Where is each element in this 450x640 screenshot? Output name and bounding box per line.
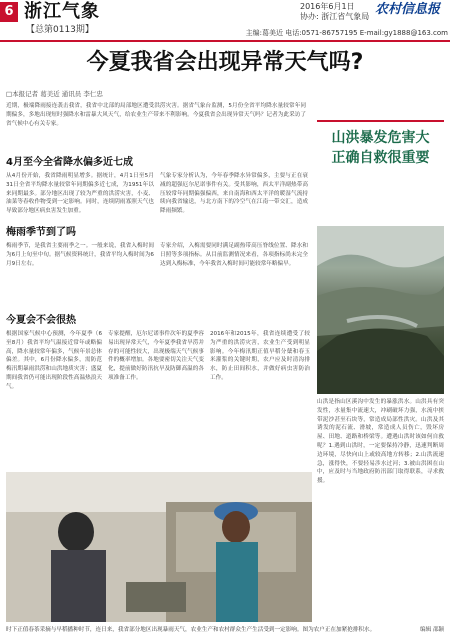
paragraph-5: 根据国家气候中心预测，今年夏季（6至8月）我省平均气温接近常年或略偏高，降水量较常年偏多，气候年景总体偏差。其中，6月份降水偏多，需防范梅汛期暴雨洪涝和山洪地质灾害；盛夏期间我省仍可能出现阶段性高温热浪天气。 xyxy=(6,331,102,390)
newspaper-logo: 农村信息报 xyxy=(375,2,441,17)
paragraph-7: 2016年和2015年，我省连续遭受了较为严重的洪涝灾害，农业生产受到明显影响。今年梅汛期正值早稻分蘖和春玉米灌浆的关键时期，农户应及时清沟排水，防止田间积水，并做好病虫害防治工作。 xyxy=(210,331,310,381)
paragraph-1: 从4月份开始，我省降雨明显增多。据统计，4月1日至5月31日全省平均降水量较常年同期偏多近七成，为1951年以来同期最多。部分地区出现了较为严重的洪涝灾害，小麦、油菜等春收作物受到一定影响。同时，连续阴雨寡照天气也导致部分地区病虫害发生加重。 xyxy=(6,173,154,215)
paragraph-6: 专家提醒，厄尔尼诺事件次年的夏季容易出现异常天气，今年夏季我省旱涝并存的可能性较大，出现极端天气气候事件的概率增加。各地要密切关注天气变化，提前做好防汛抗旱及防御高温的各项准备工作。 xyxy=(108,331,204,381)
sidebar-title: 山洪暴发危害大 正确自救很重要 xyxy=(331,130,430,166)
contact-line: 主编:葛美近 电话:0571-86757195 E-mail:gy1888@163.com xyxy=(245,29,448,37)
paragraph-2: 气象专家分析认为，今年春季降水异常偏多，主要与正在衰减的超强厄尔尼诺事件有关。受其影响，西太平洋副热带高压较常年同期偏强偏西，来自南海和西太平洋的暖湿气流持续向我省输送，与北方南下的冷空气在江南一带交汇，造成降雨频繁。 xyxy=(160,173,308,215)
sidebar-box xyxy=(317,120,444,226)
stream-photo xyxy=(317,226,444,394)
byline: □本报记者 葛美近 通讯员 李仁忠 xyxy=(6,90,103,98)
paragraph-4: 专家介绍，入梅需要同时满足副热带高压脊线位置、降水和日照等多项指标。从目前监测情况来看，各项指标尚未完全达到入梅标准，今年我省入梅时间可能较常年略偏早。 xyxy=(160,243,308,267)
section-title: 浙江气象 xyxy=(24,1,100,22)
article-headline: 今夏我省会出现异常天气吗? xyxy=(86,50,364,75)
issue-date: 2016年6月1日 xyxy=(300,2,355,11)
editor-credit: 编辑 邵颖 xyxy=(420,627,445,633)
issue-number: 【总第0113期】 xyxy=(26,25,94,35)
page-number: 6 xyxy=(0,2,18,22)
stream-photo-graphic xyxy=(317,226,444,394)
photo-caption: 时下正值春茶采摘与早稻播种时节，连日来，我省部分地区出现暴雨天气，农业生产和农村群众生产生活受到一定影响。图为农户正在加紧抢排积水。 xyxy=(6,627,376,633)
sidebar-text: 山洪是指山区溪沟中发生的暴涨洪水。山洪具有突发性，水量集中流速大，冲刷破坏力强，水流中挟带泥沙甚至石块等，常造成局部性洪灾。山洪及其诱发的泥石流、滑坡，常造成人员伤亡，毁坏房屋、田地、道路和桥梁等。遭遇山洪时该如何自救呢？1.遇到山洪时，一定要保持冷静，迅速判断周边环境，尽快向山上或较高地方转移；2.山洪流速急，涨得快，不要轻易涉水过河；3.被山洪困在山中，应及时与当地政府防汛部门取得联系，寻求救援。 xyxy=(317,399,444,485)
header-rule xyxy=(0,40,450,42)
lead-paragraph: 近期，极端降雨接连袭击我省，我省中北部的局部地区遭受洪涝灾害。据省气象台监测，5月份全省平均降水量较常年同期偏多，多地出现短时强降水和雷暴大风天气，给农业生产带来不利影响。今夏我省会出现异常天气吗？记者为此采访了省气候中心有关专家。 xyxy=(6,103,306,127)
farm-photo-graphic xyxy=(6,472,312,622)
subheading-rainfall: 4月至今全省降水偏多近七成 xyxy=(6,157,133,168)
page-header xyxy=(0,0,450,44)
subheading-meiyu: 梅雨季节到了吗 xyxy=(6,227,76,238)
co-organizer: 协办: 浙江省气象局 xyxy=(300,12,370,21)
paragraph-3: 梅雨季节，是我省主要雨季之一。一般来说，我省入梅时间为6月上旬至中旬。据气候资料统计，我省平均入梅时间为6月9日左右。 xyxy=(6,243,154,267)
farm-photo xyxy=(6,472,312,622)
subheading-summer: 今夏会不会很热 xyxy=(6,315,76,326)
